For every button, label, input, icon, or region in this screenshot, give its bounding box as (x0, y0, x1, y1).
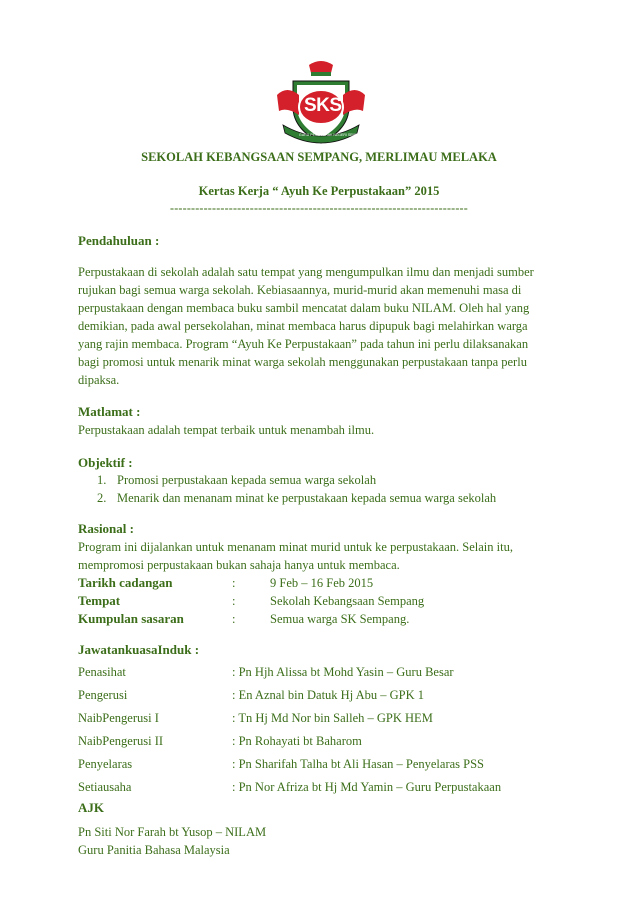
objektif-item-text: Menarik dan menanam minat ke perpustakaan kepada semua warga sekolah (117, 491, 497, 505)
logo-ribbon-text: GURU PENGGERAK NEGERI SEMPANG (299, 133, 366, 137)
committee-member: : Tn Hj Md Nor bin Salleh – GPK HEM (232, 711, 433, 725)
rasional-line: Program ini dijalankan untuk menanam minat murid untuk ke perpustakaan. Selain itu, (78, 540, 513, 554)
detail-label: Tarikh cadangan (78, 575, 173, 590)
pendahuluan-line: Perpustakaan di sekolah adalah satu tempat yang mengumpulkan ilmu dan menjadi sumber (78, 265, 534, 279)
committee-member: : En Aznal bin Datuk Hj Abu – GPK 1 (232, 688, 425, 702)
rasional-line: mempromosi perpustakaan bukan sahaja hanya untuk membaca. (78, 558, 400, 572)
detail-label: Tempat (78, 593, 121, 608)
matlamat-text: Perpustakaan adalah tempat terbaik untuk menambah ilmu. (78, 423, 375, 437)
ajk-heading: AJK (78, 800, 104, 815)
pendahuluan-line: dipaksa. (78, 373, 120, 387)
detail-value: 9 Feb – 16 Feb 2015 (270, 576, 374, 590)
school-name: SEKOLAH KEBANGSAAN SEMPANG, MERLIMAU MELAKA (141, 150, 497, 164)
pendahuluan-line: yang rajin membaca. Program “Ayuh Ke Perpustakaan” pada tahun ini perlu dilaksanakan (78, 337, 529, 351)
pendahuluan-line: demikian, pada awal persekolahan, minat membaca harus dipupuk bagi melahirkan warga (78, 319, 528, 333)
committee-role: NaibPengerusi I (78, 711, 159, 725)
pendahuluan-line: perpustakaan dengan membaca buku sambil mencatat dalam buku NILAM. Oleh hal yang (78, 301, 530, 315)
committee-role: Penyelaras (78, 757, 133, 771)
detail-colon: : (232, 576, 236, 590)
committee-member: : Pn Nor Afriza bt Hj Md Yamin – Guru Perpustakaan (232, 780, 502, 794)
pendahuluan-line: bagi promosi untuk menarik minat warga sekolah menggunakan perpustakaan tanpa perlu (78, 355, 527, 369)
committee-role: Pengerusi (78, 688, 128, 702)
pendahuluan-heading: Pendahuluan : (78, 233, 160, 248)
objektif-item-number: 2. (97, 491, 107, 505)
objektif-heading: Objektif : (78, 455, 133, 470)
committee-member: : Pn Rohayati bt Baharom (232, 734, 362, 748)
detail-label: Kumpulan sasaran (78, 611, 184, 626)
detail-colon: : (232, 594, 236, 608)
pendahuluan-line: rujukan bagi semua warga sekolah. Kebiasaannya, murid-murid akan memenuhi masa di (78, 283, 522, 297)
committee-member: : Pn Sharifah Talha bt Ali Hasan – Penyelaras PSS (232, 757, 484, 771)
committee-role: Setiausaha (78, 780, 132, 794)
detail-value: Semua warga SK Sempang. (270, 612, 410, 626)
logo-text: SKS (304, 95, 342, 116)
detail-colon: : (232, 612, 236, 626)
committee-member: : Pn Hjh Alissa bt Mohd Yasin – Guru Besar (232, 665, 454, 679)
jawatankuasa-heading: JawatankuasaInduk : (78, 642, 200, 657)
title-divider: ----------------------------------------------------------------------- (170, 201, 468, 215)
ajk-line: Pn Siti Nor Farah bt Yusop – NILAM (78, 825, 267, 839)
objektif-item-number: 1. (97, 473, 107, 487)
committee-role: Penasihat (78, 665, 126, 679)
detail-value: Sekolah Kebangsaan Sempang (270, 594, 425, 608)
matlamat-heading: Matlamat : (78, 404, 141, 419)
ajk-line: Guru Panitia Bahasa Malaysia (78, 843, 230, 857)
rasional-heading: Rasional : (78, 521, 134, 536)
committee-role: NaibPengerusi II (78, 734, 164, 748)
objektif-item-text: Promosi perpustakaan kepada semua warga sekolah (117, 473, 377, 487)
school-logo (273, 55, 369, 151)
paper-title: Kertas Kerja “ Ayuh Ke Perpustakaan” 2015 (198, 184, 440, 198)
